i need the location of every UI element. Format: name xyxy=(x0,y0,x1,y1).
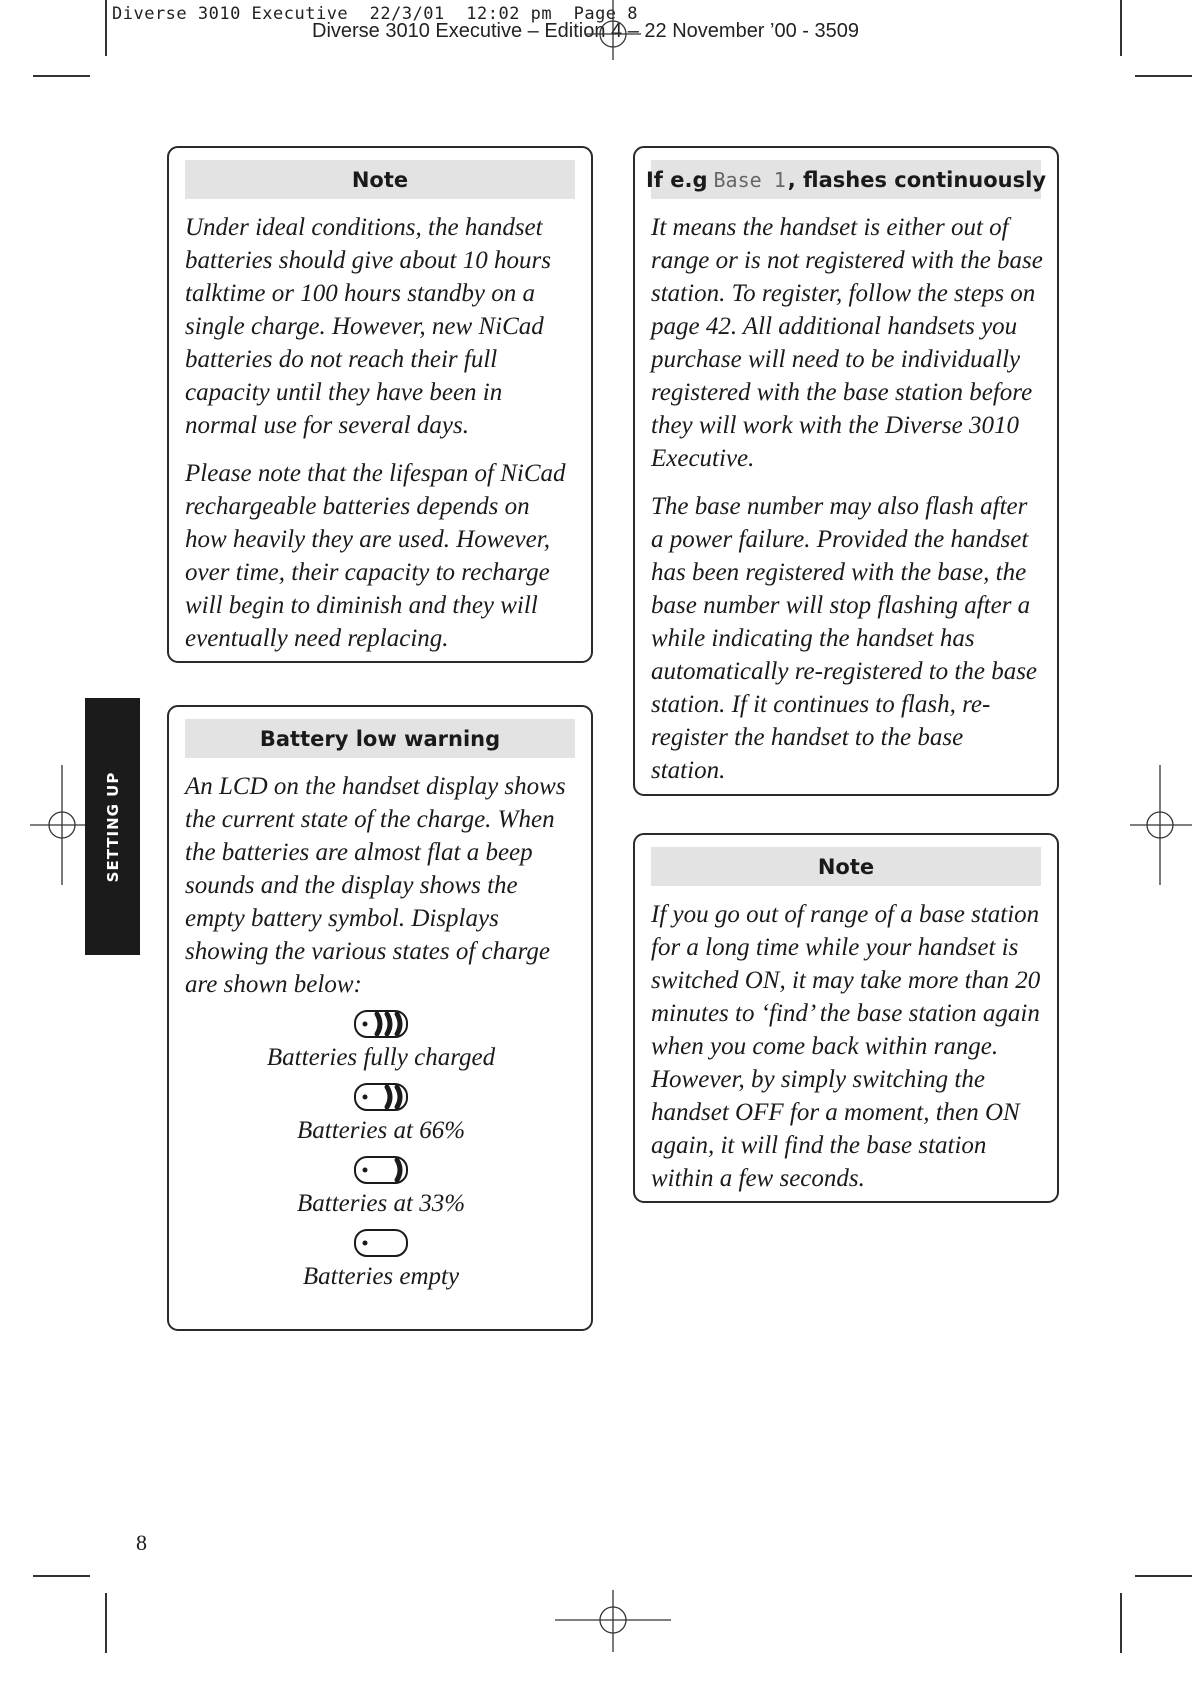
battery-warning-box xyxy=(167,705,593,1331)
section-tab-label: SETTING UP xyxy=(103,771,122,882)
base-flash-body xyxy=(651,211,1043,787)
note-body xyxy=(185,211,577,655)
battery-state-caption: Batteries at 66% xyxy=(296,1117,466,1144)
crop-mark xyxy=(33,1575,90,1577)
battery-66-icon xyxy=(352,1082,410,1112)
print-slug: Diverse 3010 Executive 22/3/01 12:02 pm Page 8 xyxy=(112,4,639,24)
crop-mark xyxy=(1120,0,1122,56)
note-box-left xyxy=(167,146,593,663)
battery-warning-title: Battery low warning xyxy=(185,719,575,758)
base-flash-title-suffix: , flashes continuously xyxy=(787,167,1047,192)
base-flash-paragraph: The base number may also flash after a power failure. Provided the handset has been registered with the base, the base number will stop flashing after a while indicating the handset has automatically re-registered to the base station. If it continues to flash, re-register the handset to the base station. xyxy=(651,493,1038,784)
section-tab xyxy=(85,698,140,955)
registration-mark-top xyxy=(585,0,641,62)
crop-mark xyxy=(33,75,90,77)
page-number: 8 xyxy=(136,1530,147,1555)
battery-state xyxy=(185,1009,577,1074)
registration-mark-right xyxy=(1130,765,1192,885)
note-title: Note xyxy=(651,847,1041,886)
battery-warning-intro: An LCD on the handset display shows the current state of the charge. When the batteries are almost flat a beep sounds and the display shows the empty battery symbol. Displays showing the various states of charge are shown below: xyxy=(185,773,566,998)
battery-empty-icon xyxy=(352,1228,410,1258)
base-flash-paragraph: It means the handset is either out of range or is not registered with the base station. To register, follow the steps on page 42. All additional handsets you purchase will need to be individually registered with the base station before they will work with the Diverse 3010 Executive. xyxy=(651,214,1043,472)
battery-state xyxy=(185,1228,577,1293)
lcd-base-text: Base 1 xyxy=(713,167,786,192)
note-body xyxy=(651,898,1043,1195)
base-flash-title xyxy=(645,160,1047,199)
crop-mark xyxy=(1135,1575,1192,1577)
battery-33-icon xyxy=(352,1155,410,1185)
battery-state-caption: Batteries at 33% xyxy=(296,1190,466,1217)
note-paragraph: Please note that the lifespan of NiCad rechargeable batteries depends on how heavily they are used. However, over time, their capacity to recharge will begin to diminish and they will eventually need replacing. xyxy=(185,460,566,652)
battery-state-caption: Batteries fully charged xyxy=(266,1044,496,1071)
note-paragraph: Under ideal conditions, the handset batteries should give about 10 hours talktime or 100 hours standby on a single charge. However, new NiCad batteries do not reach their full capacity until they have been in normal use for several days. xyxy=(185,214,551,439)
crop-mark xyxy=(105,1593,107,1653)
base-flash-title-prefix: If e.g xyxy=(645,167,708,192)
crop-mark xyxy=(105,0,107,56)
crop-mark xyxy=(1135,75,1192,77)
note-title: Note xyxy=(185,160,575,199)
battery-state xyxy=(185,1155,577,1220)
battery-warning-body xyxy=(185,770,577,1293)
battery-full-icon xyxy=(352,1009,410,1039)
battery-state-caption: Batteries empty xyxy=(302,1263,460,1290)
base-flash-box xyxy=(633,146,1059,796)
registration-mark-bottom xyxy=(555,1590,671,1652)
battery-state xyxy=(185,1082,577,1147)
note-box-right xyxy=(633,833,1059,1203)
crop-mark xyxy=(1120,1593,1122,1653)
edition-line: Diverse 3010 Executive – Edition 4 – 22 November ’00 - 3509 xyxy=(312,20,859,42)
note-paragraph: If you go out of range of a base station for a long time while your handset is switched ON, it may take more than 20 minutes to ‘find’ the base station again when you come back within range. However, by simply switching the handset OFF for a moment, then ON again, it will find the base station within a few seconds. xyxy=(651,901,1041,1192)
